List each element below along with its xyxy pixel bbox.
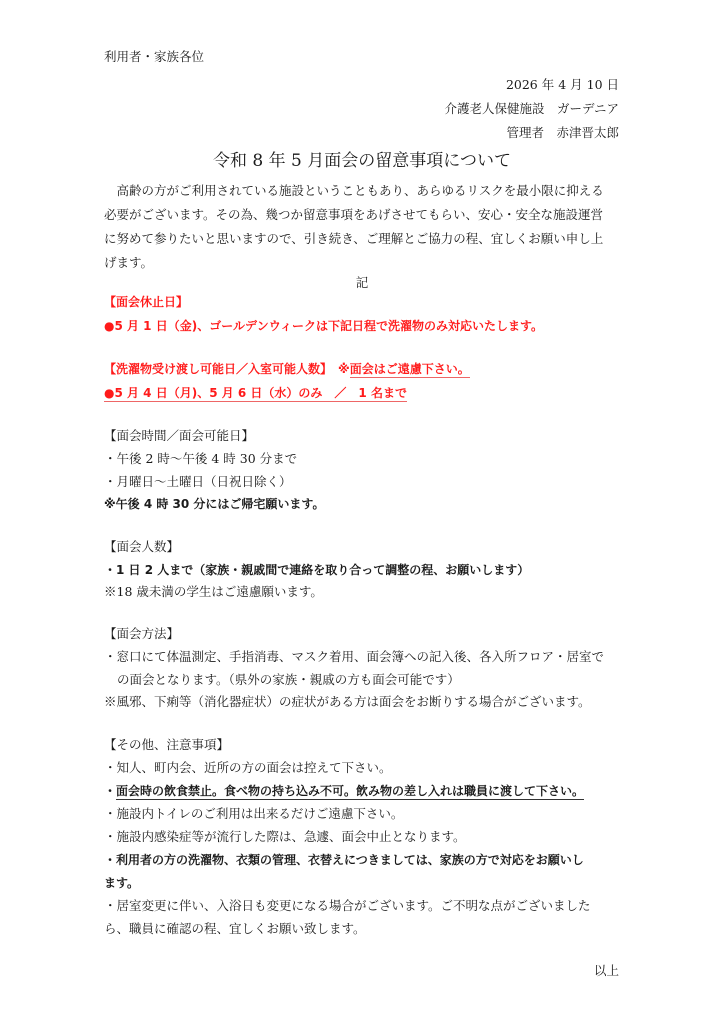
other-item-6-line-1: ・居室変更に伴い、入浴日も変更になる場合がございます。ご不明な点がございました xyxy=(104,898,591,913)
closure-heading: 【面会休止日】 xyxy=(104,295,189,309)
other-item-5-line-2: ます。 xyxy=(104,876,140,890)
ki-marker: 記 xyxy=(355,275,369,290)
hours-heading: 【面会時間／面会可能日】 xyxy=(104,428,255,443)
other-item-1: ・知人、町内会、近所の方の面会は控えて下さい。 xyxy=(104,760,392,775)
other-item-2: 面会時の飲食禁止。食べ物の持ち込み不可。飲み物の差し入れは職員に渡して下さい。 xyxy=(116,784,585,798)
laundry-heading-row xyxy=(104,359,470,379)
other-item-5-line-1: ・利用者の方の洗濯物、衣類の管理、衣替えにつきましては、家族の方で対応をお願いし xyxy=(104,853,584,867)
method-item-line-2: の面会となります。（県外の家族・親戚の方も面会可能です） xyxy=(117,672,460,687)
hours-note: ※午後 4 時 30 分にはご帰宅願います。 xyxy=(104,497,325,511)
visitors-heading: 【面会人数】 xyxy=(104,539,180,554)
other-heading: 【その他、注意事項】 xyxy=(104,737,230,752)
manager-name: 管理者 赤津晋太郎 xyxy=(506,125,619,140)
method-heading: 【面会方法】 xyxy=(104,626,180,641)
intro-line-1: 高齢の方がご利用されている施設ということもあり、あらゆるリスクを最小限に抑える xyxy=(104,183,604,198)
page-title: 令和 8 年 5 月面会の留意事項について xyxy=(213,151,511,171)
intro-line-4: げます。 xyxy=(104,255,154,270)
laundry-dates-row xyxy=(104,383,407,403)
method-item-line-1: ・窓口にて体温測定、手指消毒、マスク着用、面会簿への記入後、各入所フロア・居室で xyxy=(104,649,605,664)
addressee: 利用者・家族各位 xyxy=(104,49,205,64)
laundry-heading: 【洗濯物受け渡し可能日／入室可能人数】 xyxy=(104,362,327,376)
document-date: 2026 年 4 月 10 日 xyxy=(505,77,619,92)
laundry-note: 面会はご遠慮下さい。 xyxy=(349,362,470,376)
visitors-note: ※18 歳未満の学生はご遠慮願います。 xyxy=(104,584,323,599)
other-item-3: ・施設内トイレのご利用は出来るだけご遠慮下さい。 xyxy=(104,806,404,821)
visitors-item: ・1 日 2 人まで（家族・親戚間で連絡を取り合って調整の程、お願いします） xyxy=(104,563,530,577)
laundry-dates: ●5 月 4 日（月)、5 月 6 日（水）のみ ／ 1 名まで xyxy=(104,386,407,400)
hours-item-2: ・月曜日～土曜日（日祝日除く） xyxy=(104,474,292,489)
method-note: ※風邪、下痢等（消化器症状）の症状がある方は面会をお断りする場合がございます。 xyxy=(104,694,591,709)
hours-item-1: ・午後 2 時～午後 4 時 30 分まで xyxy=(104,451,298,466)
ending-mark: 以上 xyxy=(593,963,619,978)
closure-text: ●5 月 1 日（金)、ゴールデンウィークは下記日程で洗濯物のみ対応いたします。 xyxy=(104,319,544,333)
facility-name: 介護老人保健施設 ガーデニア xyxy=(444,101,619,116)
intro-line-2: 必要がございます。その為、幾つか留意事項をあげさせてもらい、安心・安全な施設運営 xyxy=(104,207,604,222)
intro-line-3: に努めて参りたいと思いますので、引き続き、ご理解とご協力の程、宜しくお願い申し上 xyxy=(104,231,604,246)
other-item-4: ・施設内感染症等が流行した際は、急遽、面会中止となります。 xyxy=(104,829,466,844)
other-item-2-row xyxy=(104,781,584,801)
laundry-note-prefix: ※ xyxy=(326,362,350,376)
other-item-6-line-2: ら、職員に確認の程、宜しくお願い致します。 xyxy=(104,921,366,936)
bullet: ・ xyxy=(104,784,117,798)
